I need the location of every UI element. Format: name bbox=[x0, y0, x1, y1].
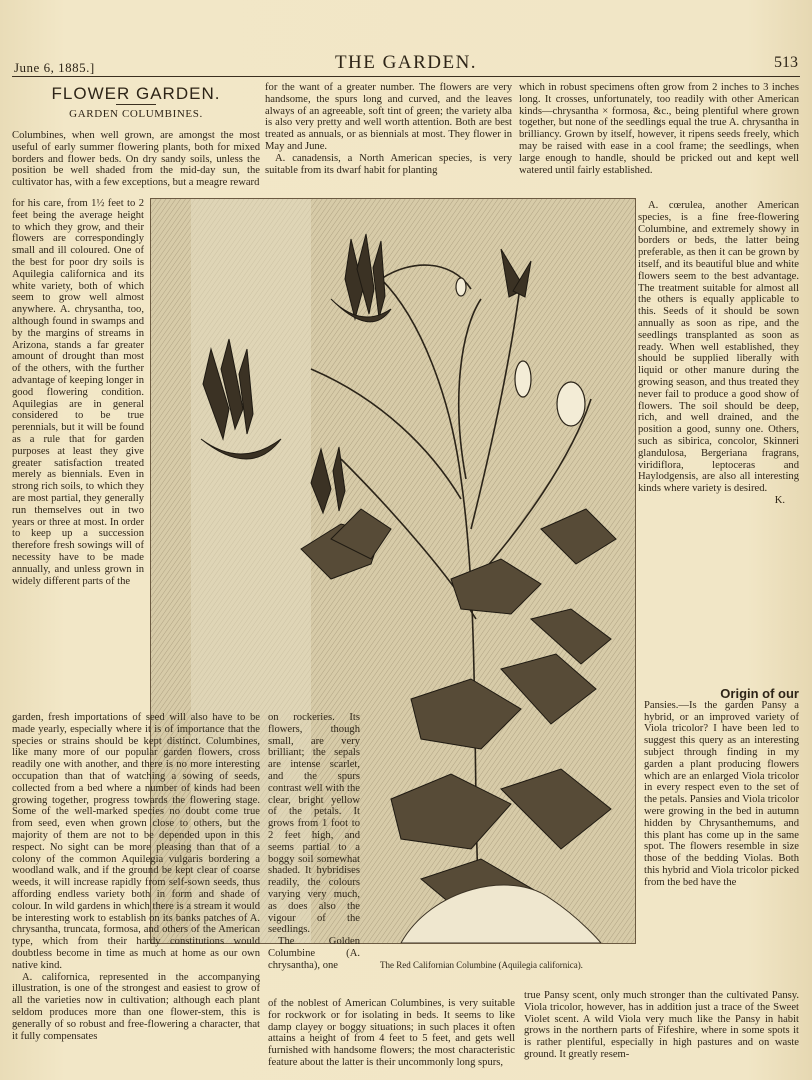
paragraph: true Pansy scent, only much stronger than the cultivated Pansy. Viola tricolor, however, has in addition just a trace of the Sweet Violet scent. A wild Viola very much like the Pansy in habit grows in the northern parts of Fifeshire, where in some spots it is rather plentiful, especially in high pastures and on waste ground. It greatly resem- bbox=[524, 990, 799, 1060]
column-3-origin bbox=[644, 688, 799, 988]
illustration-caption: The Red Californian Columbine (Aquilegia californica). bbox=[380, 960, 583, 970]
column-2-top bbox=[265, 82, 512, 198]
column-1-intro bbox=[12, 130, 260, 198]
paragraph: Columbines, when well grown, are amongst the most useful of early summer flowering plants, both for mixed borders and flower beds. On dry sandy soils, unless the position be well shaded from the mid-day sun, the cultivator has, with a few exceptions, but a meagre reward bbox=[12, 130, 260, 189]
paragraph: A. californica, represented in the accompanying illustration, is one of the strongest and easiest to grow of all the varieties now in cultivation; although each plant seldom produces more than one flower-stem, this is generally of so robust and free-flowering a character, that it fully compensates bbox=[12, 971, 260, 1042]
issue-date: June 6, 1885.] bbox=[14, 60, 95, 75]
column-3-top bbox=[519, 82, 799, 198]
paragraph: for the want of a greater number. The flowers are very handsome, the spurs long and curved, and the leaves always of an agreeable, soft tint of green; the variety alba is also very pretty and well worth attention. Both are best treated as annuals, or as biennials at most. They flower in May and June. bbox=[265, 82, 512, 152]
paragraph: The Golden Columbine (A. chrysantha), one bbox=[268, 936, 360, 971]
column-2-narrow bbox=[268, 712, 360, 998]
article-title: GARDEN COLUMBINES. bbox=[12, 104, 260, 121]
section-title: FLOWER GARDEN. bbox=[51, 84, 221, 103]
origin-heading: Origin of our bbox=[720, 688, 799, 701]
header-rule bbox=[12, 76, 800, 77]
page-number: 513 bbox=[774, 54, 798, 71]
paragraph: of the noblest of American Columbines, is very suitable for rockwork or for isolating in beds. It seems to like damp clayey or boggy situations; in such places it often attains a height of from 4 feet to 5 feet, and gets well furnished with handsome flowers; the most characteristic feature about the latter is their uncommonly long spurs, bbox=[268, 998, 515, 1068]
paragraph: A. cœrulea, another American species, is a fine free-flowering Columbine, and extremely showy in borders or beds, the latter being preferable, as then it can be grown by itself, and its beautiful blue and white flowers seem to the best advantage. The treatment suitable for almost all the others is equally applicable to this. Seeds of it should be sown annually as soon as ripe, and the seedlings transplanted as soon as ready. When well established, they should be supplied liberally with liquid or other manure during the growing season, and thus treated they never fail to produce a good show of flowers. The soil should be deep, rich, and well drained, and the position a good, sunny one. Others, such as sibirica, concolor, Skinneri glandulosa, Bergeriana fragrans, viridiflora, leptoceras and Haylodgensis, are also all interesting kinds where variety is desired. bbox=[638, 200, 799, 495]
column-3-bottom bbox=[524, 990, 799, 1068]
paragraph: which in robust specimens often grow from 2 inches to 3 inches long. It crosses, unfortunately, too readily with other American kinds—chrysantha × formosa, &c., being plentiful where grown together, but none of the seedlings equal the true A. chrysantha in brilliancy. Grown by itself, however, it ripens seeds freely, which may be raised with ease in a cool frame; the seedlings, when large enough to handle, should be pricked out and kept well watered until fairly established. bbox=[519, 82, 799, 176]
column-1-narrow bbox=[12, 198, 144, 712]
column-3-narrow bbox=[638, 200, 799, 660]
paragraph: Pansies.—Is the garden Pansy a hybrid, or an improved variety of Viola tricolor? I have been led to suggest this query as an interesting subject through finding in my garden a plant producing flowers which are an enlarged Viola tricolor in every respect even to the set of the petals. Pansies and Viola tricolor were growing in the bed in autumn hidden by Chrysanthemums, and this plant has come up in the same spot. The flowers resemble in size those of the bedding Violas. Both this hybrid and Viola tricolor picked from the bed have the bbox=[644, 699, 799, 888]
publication-title: THE GARDEN. bbox=[334, 52, 478, 73]
signature: K. bbox=[774, 494, 785, 506]
page-header bbox=[12, 52, 800, 78]
column-2-bottom bbox=[268, 998, 515, 1068]
paragraph: A. canadensis, a North American species, is very suitable from its dwarf habit for planting bbox=[265, 152, 512, 176]
paragraph: garden, fresh importations of seed will also have to be made yearly, especially where it is of importance that the species or strains should be kept distinct. Columbines, like many more of our popular garden flowers, cross readily one with another, and there is no more interesting occupation than that of watching a sowing of seeds, collected from a bed where a number of kinds had been growing together, progress towards the flowering stage. Some of the well-marked species no doubt come true from seed, even when grown close to others, but the majority of them are not to be depended upon in this respect. No sight can be more pleasing than that of a colony of the common Aquilegia vulgaris bordering a woodland walk, and if the ground be kept clear of coarse weeds, it will increase rapidly from self-sown seeds, thus affording endless variety both in form and shade of colour. In wild gardens in which there is a stream it would be interesting work to establish on its banks patches of A. chrysantha, truncata, formosa, and others of the American type, which from their hardy constitutions would doubtless become in time as much at home as our own native kind. bbox=[12, 712, 260, 971]
paragraph: on rockeries. Its flowers, though small, are very brilliant; the sepals are intense scarlet, and the spurs contrast well with the clear, bright yellow of the petals. It grows from 1 foot to 2 feet high, and seems partial to a boggy soil somewhat shaded. It hybridises readily, the colours varying very much, as does also the vigour of the seedlings. bbox=[268, 712, 360, 936]
column-1-bottom bbox=[12, 712, 260, 1062]
paragraph: for his care, from 1½ feet to 2 feet being the average height to which they grow, and their flowers are correspondingly small and ill coloured. One of the best for poor dry soils is Aquilegia californica and its white variety, both of which seem to grow well almost anywhere. A. chrysantha, too, although found in swamps and by the margins of streams in Arizona, stands a far greater amount of drought than most of the others, with the further advantage of keeping longer in good flowering condition. Aquilegias are in general considered to be true perennials, but it will be found as a rule that for garden purposes at least they give greater satisfaction treated merely as biennials. Even in strong rich soils, to which they are most partial, they generally run themselves out in two years or three at most. In order to keep up a succession therefore fresh sowings will of necessity have to be made annually, and unless grown in widely different parts of the bbox=[12, 198, 144, 587]
